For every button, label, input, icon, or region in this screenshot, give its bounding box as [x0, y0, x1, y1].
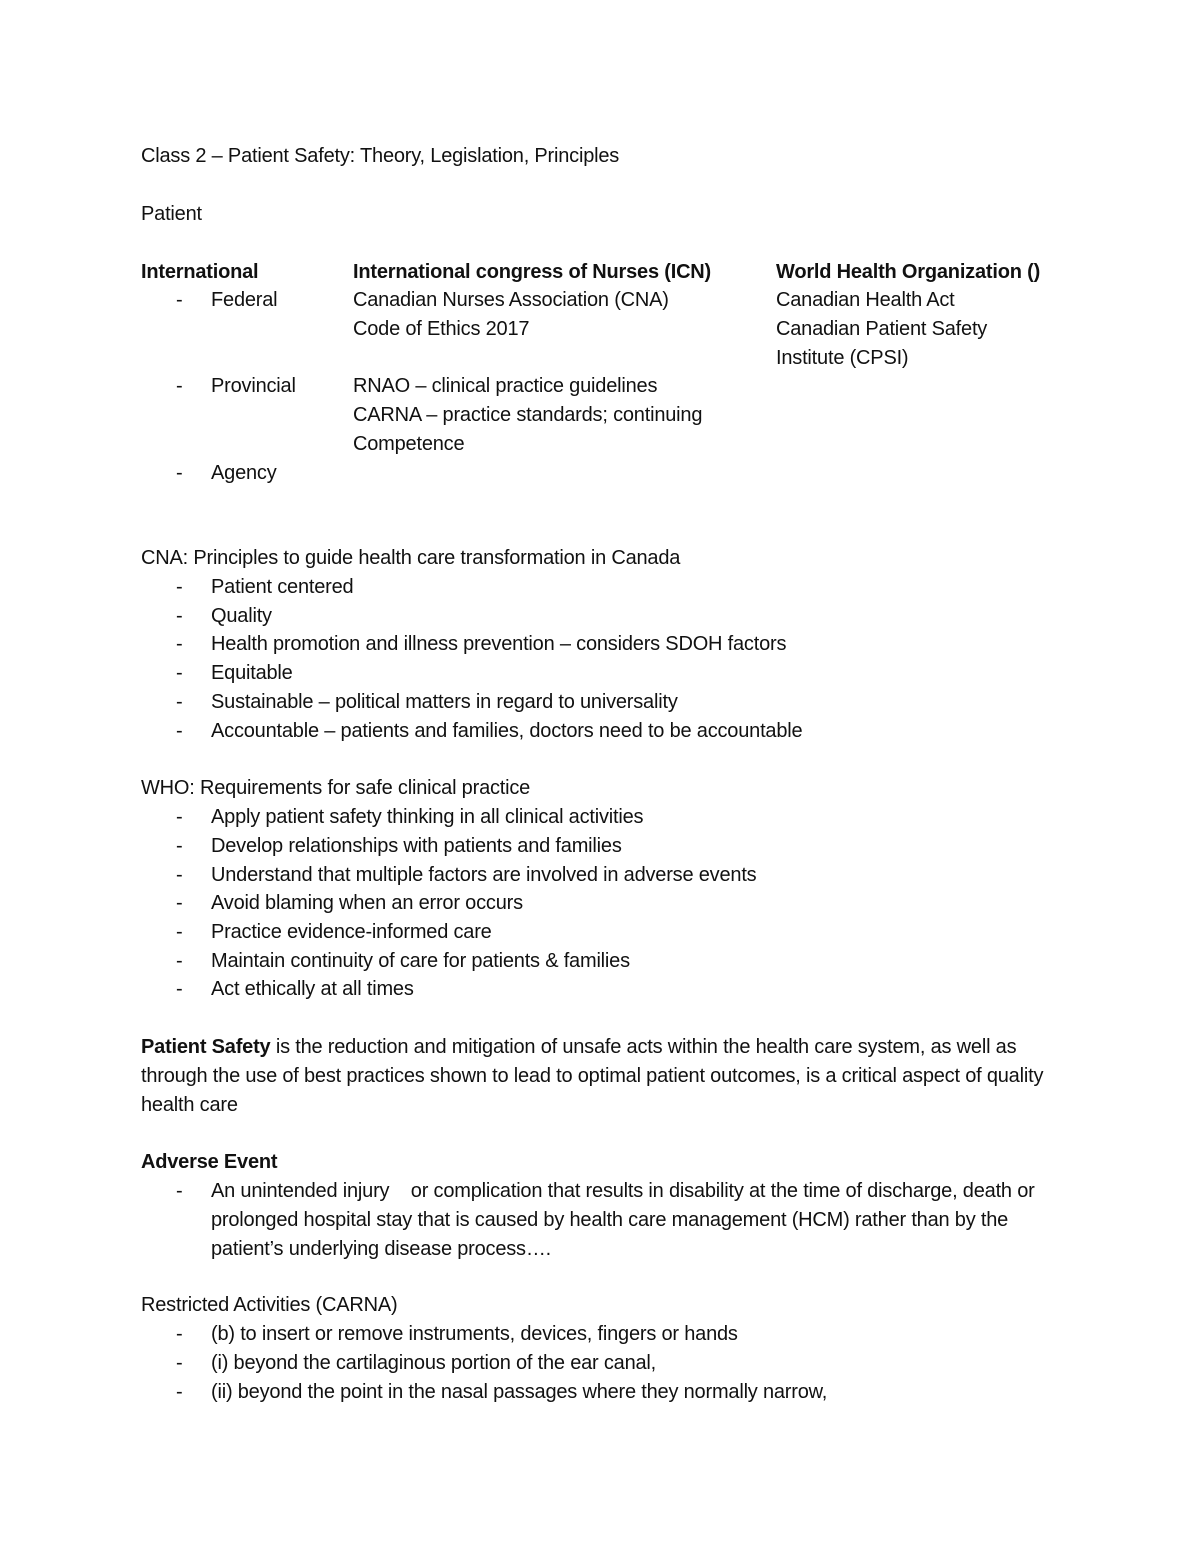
federal-col3-line: Canadian Health Act	[776, 289, 955, 311]
bullet-dash: -	[176, 806, 183, 828]
bullet-dash: -	[176, 720, 183, 742]
level-international-org: International congress of Nurses (ICN)	[353, 261, 712, 283]
list-item: Avoid blaming when an error occurs	[211, 892, 523, 914]
list-item: (b) to insert or remove instruments, devices, fingers or hands	[211, 1323, 738, 1345]
list-item: Maintain continuity of care for patients & families	[211, 950, 630, 972]
list-item: Equitable	[211, 662, 293, 684]
cna-heading: CNA: Principles to guide health care transformation in Canada	[141, 547, 681, 569]
list-item: Quality	[211, 605, 272, 627]
federal-org-line: Code of Ethics 2017	[353, 318, 530, 340]
patient-safety-text: is the reduction and mitigation of unsafe acts within the health care system, as well as through the use of best practices shown to lead to optimal patient outcomes, is a critical aspect of quality health care	[141, 1036, 1044, 1116]
list-item: Act ethically at all times	[211, 978, 414, 1000]
restricted-heading: Restricted Activities (CARNA)	[141, 1294, 398, 1316]
bullet-dash: -	[176, 950, 183, 972]
level-international-who: World Health Organization ()	[776, 261, 1041, 283]
federal-col3-line: Canadian Patient Safety	[776, 318, 988, 340]
section-label-patient: Patient	[141, 203, 202, 225]
bullet-dash: -	[176, 892, 183, 914]
bullet-dash: -	[176, 864, 183, 886]
bullet-dash: -	[176, 1381, 183, 1403]
bullet-dash: -	[176, 835, 183, 857]
list-item: Patient centered	[211, 576, 354, 598]
bullet-dash: -	[176, 605, 183, 627]
adverse-event-definition: An unintended injury or complication that results in disability at the time of discharge, death or prolonged hospital stay that is caused by health care management (HCM) rather than by the patient’s underlying disease process….	[211, 1180, 1040, 1260]
list-item: Accountable – patients and families, doctors need to be accountable	[211, 720, 803, 742]
federal-col3-line: Institute (CPSI)	[776, 347, 909, 369]
list-item: Apply patient safety thinking in all clinical activities	[211, 806, 644, 828]
level-federal-label: Federal	[211, 289, 278, 311]
patient-safety-definition	[141, 1033, 1071, 1120]
list-item: Health promotion and illness prevention – considers SDOH factors	[211, 633, 787, 655]
bullet-dash: -	[176, 691, 183, 713]
provincial-org-line: RNAO – clinical practice guidelines	[353, 375, 658, 397]
level-international-label: International	[141, 261, 259, 283]
who-heading: WHO: Requirements for safe clinical practice	[141, 777, 531, 799]
bullet-dash: -	[176, 576, 183, 598]
federal-org-line: Canadian Nurses Association (CNA)	[353, 289, 669, 311]
bullet-dash: -	[176, 462, 183, 484]
bullet-dash: -	[176, 921, 183, 943]
adverse-event-heading: Adverse Event	[141, 1151, 278, 1173]
page-title: Class 2 – Patient Safety: Theory, Legislation, Principles	[141, 145, 620, 167]
list-item: Practice evidence-informed care	[211, 921, 492, 943]
list-item: (ii) beyond the point in the nasal passages where they normally narrow,	[211, 1381, 828, 1403]
bullet-dash: -	[176, 633, 183, 655]
bullet-dash: -	[176, 1352, 183, 1374]
bullet-dash: -	[176, 662, 183, 684]
bullet-dash: -	[176, 978, 183, 1000]
patient-safety-term: Patient Safety	[141, 1036, 271, 1058]
list-item: Develop relationships with patients and families	[211, 835, 622, 857]
bullet-dash: -	[176, 1180, 183, 1202]
bullet-dash: -	[176, 375, 183, 397]
bullet-dash: -	[176, 1323, 183, 1345]
provincial-org-line: Competence	[353, 433, 465, 455]
level-agency-label: Agency	[211, 462, 277, 484]
bullet-dash: -	[176, 289, 183, 311]
list-item: Sustainable – political matters in regard to universality	[211, 691, 678, 713]
list-item: Understand that multiple factors are involved in adverse events	[211, 864, 757, 886]
provincial-org-line: CARNA – practice standards; continuing	[353, 404, 703, 426]
level-provincial-label: Provincial	[211, 375, 296, 397]
list-item: (i) beyond the cartilaginous portion of the ear canal,	[211, 1352, 657, 1374]
